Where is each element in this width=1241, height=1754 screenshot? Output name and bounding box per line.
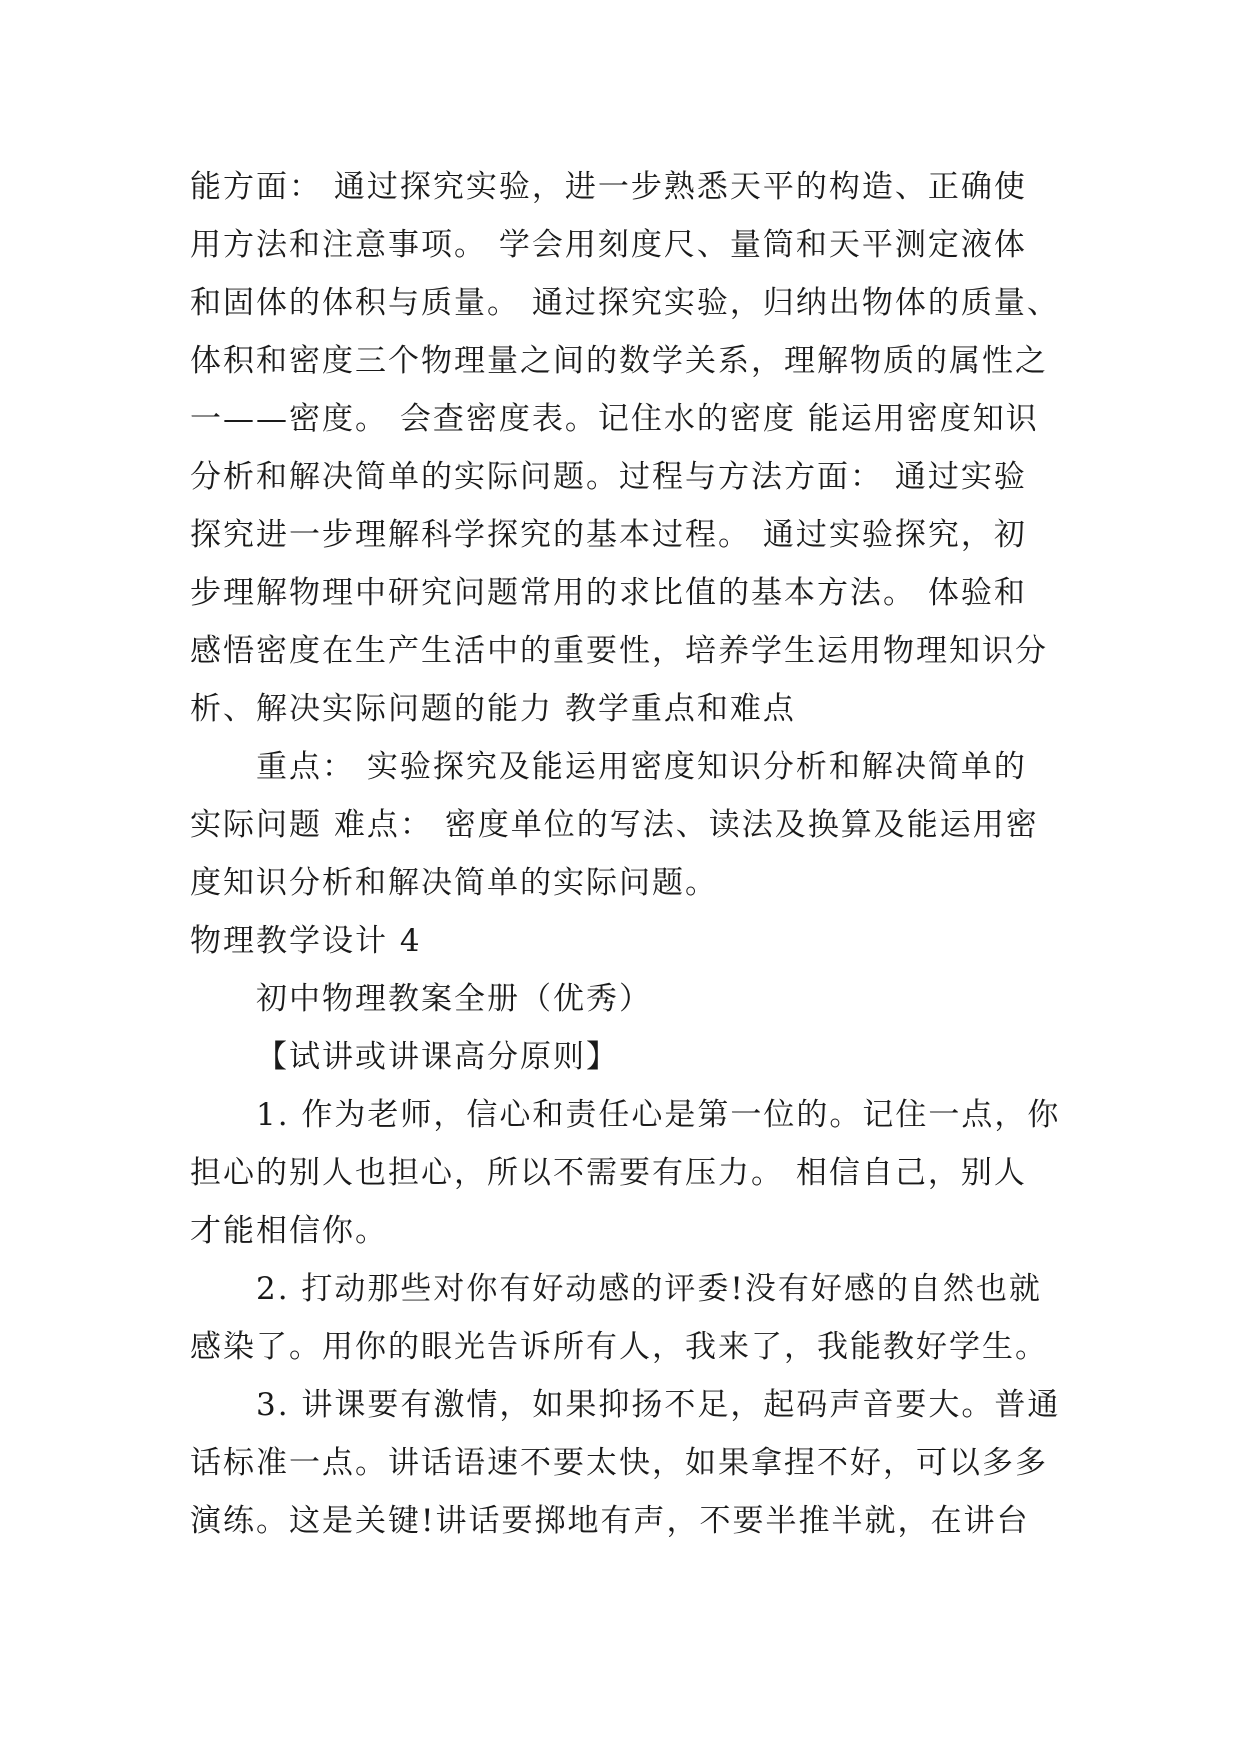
text-line: 探究进一步理解科学探究的基本过程。 通过实验探究，初 bbox=[190, 517, 1027, 553]
text-line: 一——密度。 会查密度表。记住水的密度 能运用密度知识 bbox=[190, 401, 1039, 437]
text-line: 感染了。用你的眼光告诉所有人，我来了，我能教好学生。 bbox=[190, 1329, 1048, 1365]
document-body bbox=[190, 158, 1080, 1550]
text-line: 话标准一点。讲话语速不要太快，如果拿捏不好，可以多多 bbox=[190, 1445, 1048, 1481]
text-line: 能方面： 通过探究实验，进一步熟悉天平的构造、正确使 bbox=[190, 169, 1027, 205]
text-line: 演练。这是关键!讲话要掷地有声，不要半推半就，在讲台 bbox=[190, 1503, 1030, 1539]
text-line: 才能相信你。 bbox=[190, 1213, 388, 1249]
text-line: 实际问题 难点： 密度单位的写法、读法及换算及能运用密 bbox=[190, 807, 1039, 843]
text-line: 析、解决实际问题的能力 教学重点和难点 bbox=[190, 691, 796, 727]
text-line-indented: 重点： 实验探究及能运用密度知识分析和解决简单的 bbox=[256, 749, 1027, 785]
text-line-indented: 【试讲或讲课高分原则】 bbox=[256, 1039, 619, 1075]
text-line: 感悟密度在生产生活中的重要性，培养学生运用物理知识分 bbox=[190, 633, 1048, 669]
text-line: 分析和解决简单的实际问题。过程与方法方面： 通过实验 bbox=[190, 459, 1027, 495]
text-line: 和固体的体积与质量。 通过探究实验，归纳出物体的质量、 bbox=[190, 285, 1060, 321]
text-line-indented: 1. 作为老师，信心和责任心是第一位的。记住一点，你 bbox=[256, 1097, 1061, 1133]
section-heading: 物理教学设计 4 bbox=[190, 923, 422, 959]
text-line: 步理解物理中研究问题常用的求比值的基本方法。 体验和 bbox=[190, 575, 1027, 611]
text-line-indented: 初中物理教案全册（优秀） bbox=[256, 981, 652, 1017]
text-line: 担心的别人也担心，所以不需要有压力。 相信自己，别人 bbox=[190, 1155, 1027, 1191]
text-line: 用方法和注意事项。 学会用刻度尺、量筒和天平测定液体 bbox=[190, 227, 1027, 263]
text-line: 体积和密度三个物理量之间的数学关系，理解物质的属性之 bbox=[190, 343, 1048, 379]
text-line-indented: 3. 讲课要有激情，如果抑扬不足，起码声音要大。普通 bbox=[256, 1387, 1061, 1423]
text-line-indented: 2. 打动那些对你有好动感的评委!没有好感的自然也就 bbox=[256, 1271, 1042, 1307]
text-line: 度知识分析和解决简单的实际问题。 bbox=[190, 865, 718, 901]
